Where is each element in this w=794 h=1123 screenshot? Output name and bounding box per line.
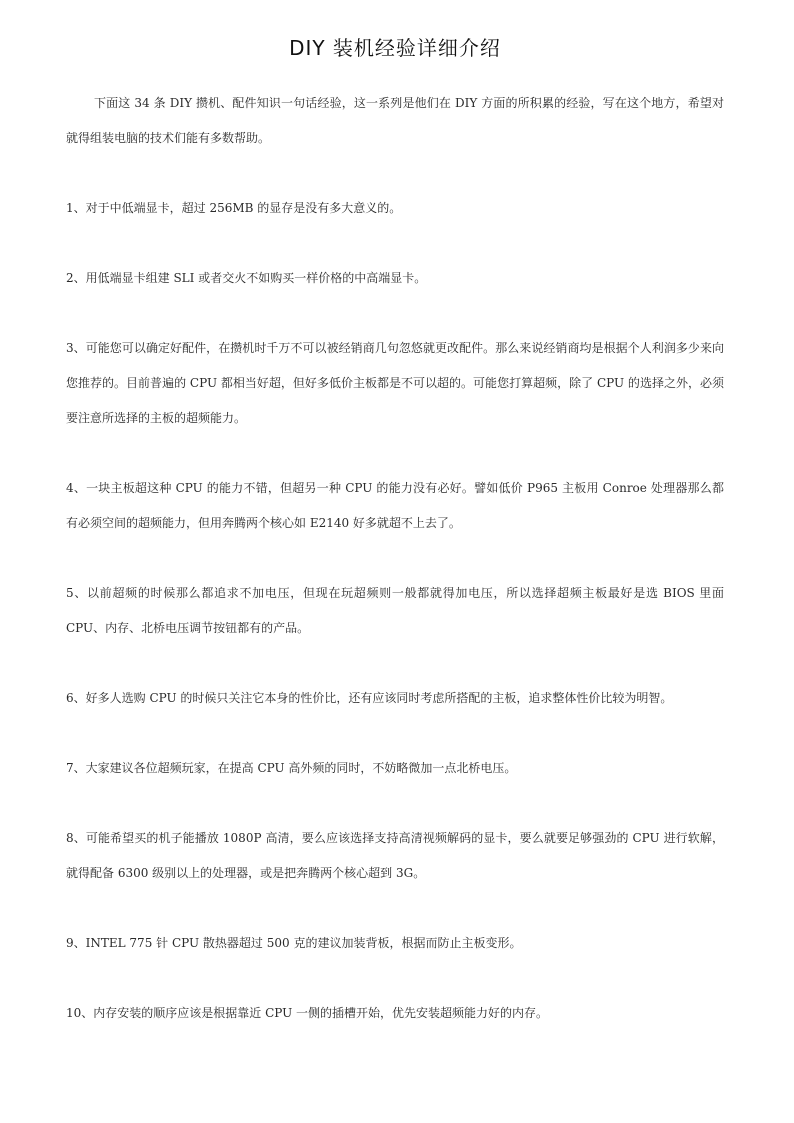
tip-item-7: 7、大家建议各位超频玩家，在提高 CPU 高外频的同时，不妨略微加一点北桥电压。 — [66, 761, 517, 775]
tip-item-6: 6、好多人选购 CPU 的时候只关注它本身的性价比，还有应该同时考虑所搭配的主板，追求整体性价比较为明智。 — [66, 691, 673, 705]
tip-item-10: 10、内存安装的顺序应该是根据靠近 CPU 一侧的插槽开始，优先安装超频能力好的内存。 — [66, 1006, 549, 1020]
tip-item-2: 2、用低端显卡组建 SLI 或者交火不如购买一样价格的中高端显卡。 — [66, 271, 427, 285]
tip-item-3: 3、可能您可以确定好配件，在攒机时千万不可以被经销商几句忽悠就更改配件。那么来说经销商均是根据个人利润多少来向您推荐的。目前普遍的 CPU 都相当好超，但好多低价主板都是不可以超的。可能您打算超频，除了 CPU 的选择之外，必须要注意所选择的主板的超频能力。 — [66, 341, 724, 425]
tip-item-5: 5、以前超频的时候那么都追求不加电压，但现在玩超频则一般都就得加电压，所以选择超频主板最好是选 BIOS 里面 CPU、内存、北桥电压调节按钮都有的产品。 — [66, 586, 724, 635]
intro-paragraph: 下面这 34 条 DIY 攒机、配件知识一句话经验，这一系列是他们在 DIY 方面的所积累的经验，写在这个地方，希望对就得组装电脑的技术们能有多数帮助。 — [66, 96, 724, 145]
tip-item-1: 1、对于中低端显卡，超过 256MB 的显存是没有多大意义的。 — [66, 201, 402, 215]
tip-item-4: 4、一块主板超这种 CPU 的能力不错，但超另一种 CPU 的能力没有必好。譬如低价 P965 主板用 Conroe 处理器那么都有必须空间的超频能力，但用奔腾两个核心如 E2140 好多就超不上去了。 — [66, 481, 724, 530]
tip-item-8: 8、可能希望买的机子能播放 1080P 高清，要么应该选择支持高清视频解码的显卡，要么就要足够强劲的 CPU 进行软解，就得配备 6300 级别以上的处理器，或是把奔腾两个核心超到 3G。 — [66, 831, 724, 880]
document-title: DIY 装机经验详细介绍 — [289, 36, 501, 60]
tip-item-9: 9、INTEL 775 针 CPU 散热器超过 500 克的建议加装背板，根据而防止主板变形。 — [66, 936, 522, 950]
